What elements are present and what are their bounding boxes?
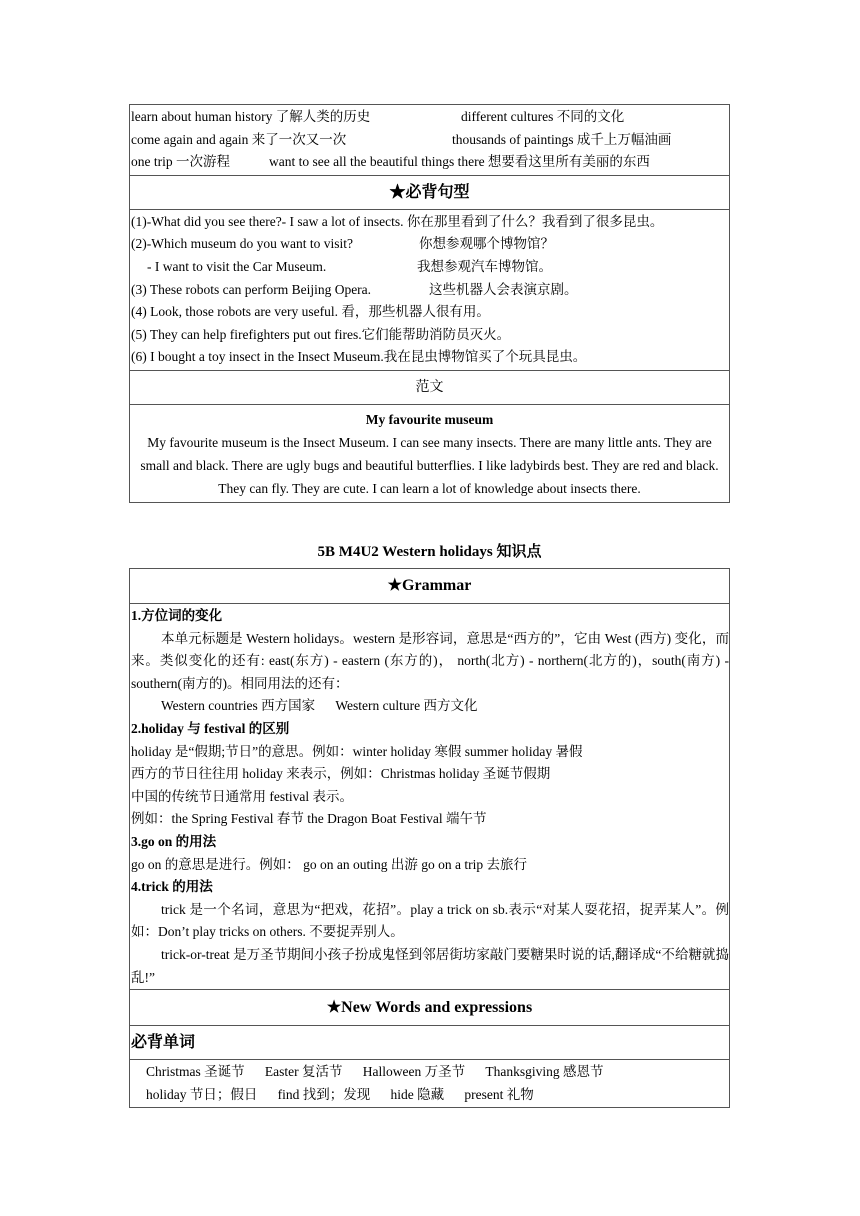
vocab-item: one trip 一次游程 [131,154,230,170]
essay-heading: 范文 [130,370,729,404]
grammar-section [130,603,729,989]
grammar-paragraph: trick 是一个名词，意思为“把戏，花招”。play a trick on sb.表示“对某人耍花招，捉弄某人”。例如：Don’t play tricks on others. 不要捉弄别人。 [131,901,729,940]
grammar-heading: ★Grammar [387,577,472,594]
essay-section [130,404,729,502]
grammar-point-title: 3.go on 的用法 [131,833,217,849]
sentences-heading: ★必背句型 [130,175,729,209]
vocab-item: learn about human history 了解人类的历史 [131,109,371,124]
grammar-point-title: 2.holiday 与 festival 的区别 [131,720,290,736]
grammar-line: go on 的意思是进行。例如： go on an outing 出游 go on a trip 去旅行 [131,856,527,872]
vocab-line [131,129,729,152]
sentence-line: (6) I bought a toy insect in the Insect Museum.我在昆虫博物馆买了个玩具昆虫。 [131,349,587,365]
grammar-line: holiday 是“假期;节日”的意思。例如：winter holiday 寒假 summer holiday 暑假 [131,743,583,759]
vocab-item: different cultures 不同的文化 [461,109,625,124]
must-know-words-heading: 必背单词 [130,1025,729,1059]
vocab-item: want to see all the beautiful things there 想要看这里所有美丽的东西 [269,154,650,170]
grammar-point-title: 4.trick 的用法 [131,879,213,895]
essay-body: My favourite museum is the Insect Museum. I can see many insects. There are many little ants. They are small and black. There are ugly bugs and beautiful butterflies. I like ladybirds best. They are red and black. They can fly. They are cute. I can learn a lot of knowledge about insects there. [140,434,719,496]
vocab-section [130,105,729,175]
word-line: Christmas 圣诞节 Easter 复活节 Halloween 万圣节 Thanksgiving 感恩节 [146,1064,604,1080]
grammar-examples: Western countries 西方国家 Western culture 西方文化 [161,698,478,714]
vocab-item: thousands of paintings 成千上万幅油画 [452,131,672,147]
western-holidays-table [129,568,730,1108]
sentence-line: (2)-Which museum do you want to visit? 你想参观哪个博物馆？ [131,236,554,252]
vocab-line [131,106,729,129]
sentence-line: (1)-What did you see there?- I saw a lot of insects. 你在那里看到了什么？我看到了很多昆虫。 [131,213,664,229]
sentence-line: - I want to visit the Car Museum. 我想参观汽车博物馆。 [147,258,552,274]
new-words-heading: ★New Words and expressions [130,989,729,1025]
sentences-section [130,209,729,370]
sentence-line: (3) These robots can perform Beijing Opera. 这些机器人会表演京剧。 [131,281,578,297]
grammar-line: 例如：the Spring Festival 春节 the Dragon Boat Festival 端午节 [131,811,487,827]
sentence-line: (4) Look, those robots are very useful. 看，那些机器人很有用。 [131,304,490,320]
word-line: holiday 节日；假日 find 找到；发现 hide 隐藏 present 礼物 [146,1086,534,1102]
grammar-line: 西方的节日往往用 holiday 来表示，例如：Christmas holiday 圣诞节假期 [131,766,551,782]
essay-title: My favourite museum [365,411,494,427]
grammar-line: 中国的传统节日通常用 festival 表示。 [131,788,353,804]
grammar-point-title: 1.方位词的变化 [131,608,223,623]
grammar-paragraph: trick-or-treat 是万圣节期间小孩子扮成鬼怪到邻居街坊家敲门要糖果时说的话,翻译成“不给糖就捣乱!” [131,946,729,985]
grammar-paragraph: 本单元标题是 Western holidays。western 是形容词，意思是“西方的”，它由 West (西方) 变化，而来。类似变化的还有: east(东方) - eastern (东方的)， north(北方) - northern(北方的)，south(南方) - southern(南方的)。相同用法的还有： [131,630,729,691]
new-words-section [130,1059,729,1107]
museum-table [129,104,730,503]
vocab-line [131,151,729,174]
section-title: 5B M4U2 Western holidays 知识点 [317,544,542,560]
vocab-item: come again and again 来了一次又一次 [131,131,347,147]
sentence-line: (5) They can help firefighters put out fires.它们能帮助消防员灭火。 [131,326,511,342]
